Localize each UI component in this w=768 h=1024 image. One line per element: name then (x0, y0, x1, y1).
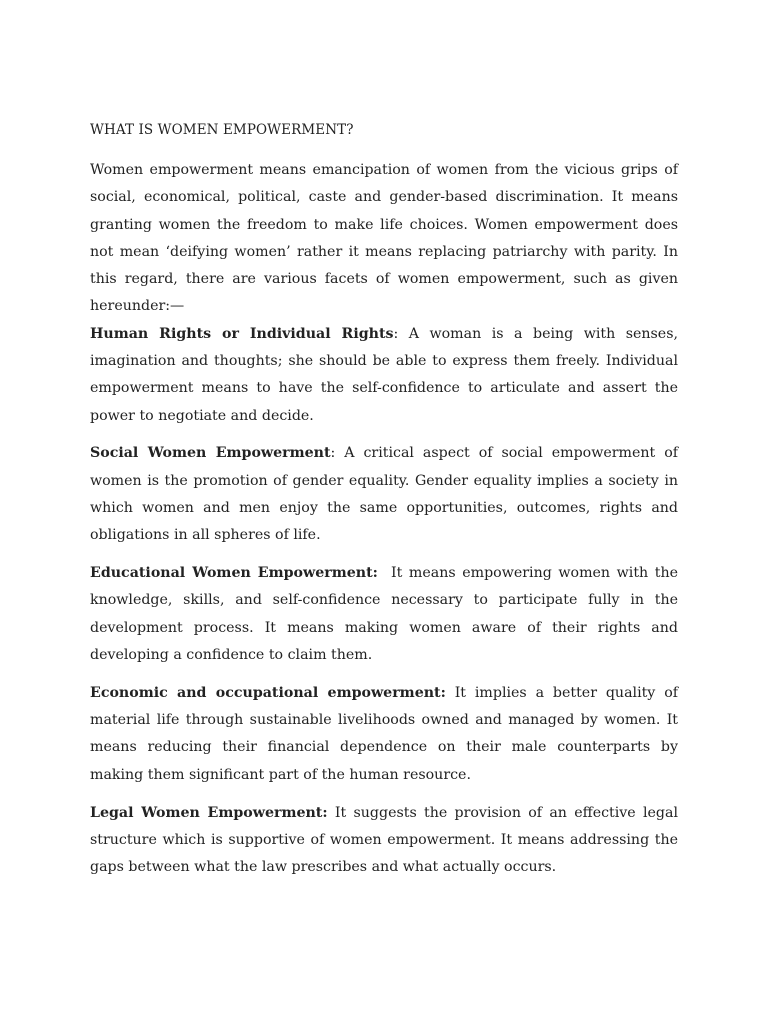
section-heading: Human Rights or Individual Rights (90, 325, 394, 342)
section-text: A woman is a being with senses, imagination and thoughts; she should be able to express them freely. Individual empowerment means to have the self-confidence to articulate and assert the power to negotiate and decide. (90, 325, 678, 424)
section-educational-empowerment (90, 560, 678, 669)
section-separator: : (330, 445, 345, 462)
section-separator (446, 685, 455, 701)
section-heading: Social Women Empowerment (90, 445, 331, 462)
section-legal-empowerment (90, 800, 678, 882)
section-social-empowerment (90, 440, 678, 549)
section-heading: Educational Women Empowerment: (90, 565, 378, 582)
document-body (90, 121, 678, 881)
section-separator: : (393, 325, 409, 342)
section-heading: Legal Women Empowerment: (90, 804, 328, 821)
section-economic-empowerment (90, 680, 678, 789)
section-text: It implies a better quality of material life through sustainable livelihoods owned and managed by women. It means reducing their financial dependence on their male counterparts by making them significant part of the human resource. (90, 684, 678, 783)
section-text: It suggests the provision of an effective legal structure which is supportive of women empowerment. It means addressing the gaps between what the law prescribes and what actually occurs. (90, 804, 678, 876)
section-heading: Economic and occupational empowerment: (90, 684, 446, 701)
intro-paragraph: Women empowerment means emancipation of women from the vicious grips of social, economical, political, caste and gender-based discrimination. It means granting women the freedom to make life choices. Women empowerment does not mean ‘deifying women’ rather it means replacing patriarchy with parity. In this regard, there are various facets of women empowerment, such as given hereunder:— (90, 162, 678, 315)
section-human-rights (90, 321, 678, 430)
section-text: A critical aspect of social empowerment of women is the promotion of gender equality. Gender equality implies a society in which women and men enjoy the same opportunities, outcomes, rights and obligations in all spheres of life. (90, 445, 678, 544)
section-separator (328, 805, 335, 821)
document-title: WHAT IS WOMEN EMPOWERMENT? (90, 122, 354, 138)
section-text: It means empowering women with the knowledge, skills, and self-confidence necessary to participate fully in the development process. It means making women aware of their rights and developing a confidence to claim them. (90, 565, 678, 664)
section-separator (378, 565, 391, 581)
